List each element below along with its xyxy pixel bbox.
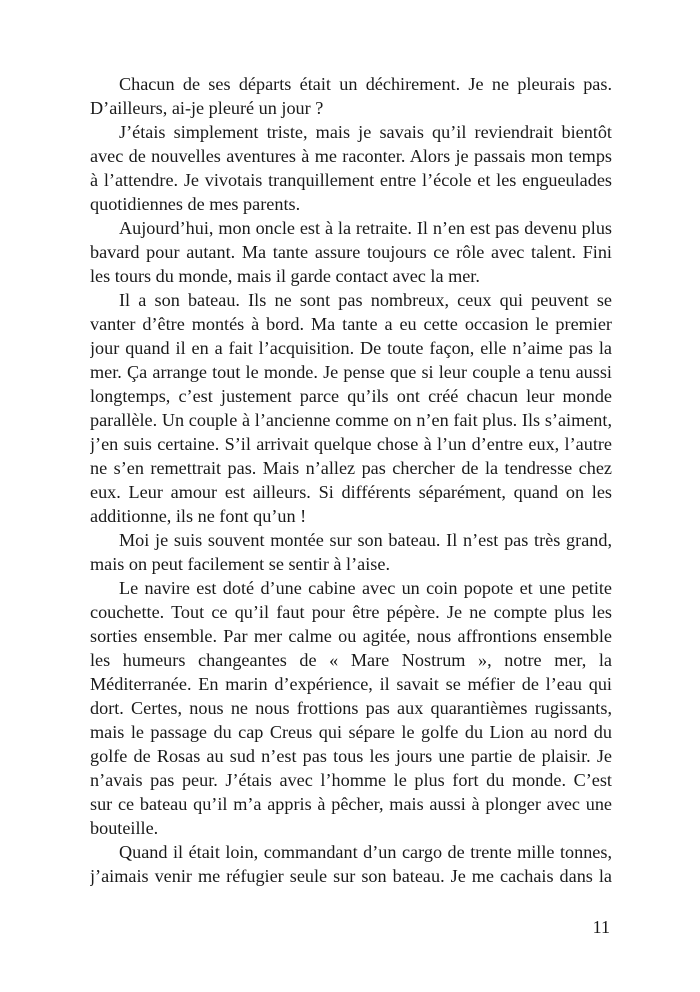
text-line: les humeurs changeantes de « Mare Nostrum », notre mer, la: [90, 650, 612, 670]
text-line: Moi je suis souvent montée sur son bateau. Il n’est pas très grand,: [119, 530, 612, 550]
text-line: eux. Leur amour est ailleurs. Si différents séparément, quand on les: [90, 482, 612, 502]
text-line: longtemps, c’est justement parce qu’ils ont créé chacun leur monde: [90, 386, 612, 406]
text-line: couchette. Tout ce qu’il faut pour être pépère. Je ne compte plus les: [90, 602, 612, 622]
text-line: Chacun de ses départs était un déchirement. Je ne pleurais pas.: [119, 74, 612, 94]
text-line: vanter d’être montés à bord. Ma tante a eu cette occasion le premier: [90, 314, 612, 334]
text-line: golfe de Rosas au sud n’est pas tous les jours une partie de plaisir. Je: [90, 746, 612, 766]
paragraph: [90, 216, 612, 288]
text-line: sorties ensemble. Par mer calme ou agitée, nous affrontions ensemble: [90, 626, 612, 646]
text-line: Aujourd’hui, mon oncle est à la retraite. Il n’en est pas devenu plus: [119, 218, 612, 238]
paragraph: [90, 72, 612, 120]
text-line: Le navire est doté d’une cabine avec un coin popote et une petite: [119, 578, 612, 598]
text-line: j’aimais venir me réfugier seule sur son bateau. Je me cachais dans la: [90, 866, 612, 886]
text-line: D’ailleurs, ai-je pleuré un jour ?: [90, 98, 324, 118]
page-body: [90, 72, 612, 888]
text-line: à l’attendre. Je vivotais tranquillement entre l’école et les engueulades: [90, 170, 612, 190]
paragraph: [90, 576, 612, 840]
paragraph: [90, 288, 612, 528]
text-line: sur ce bateau qu’il m’a appris à pêcher, mais aussi à plonger avec une: [90, 794, 612, 814]
text-line: parallèle. Un couple à l’ancienne comme on n’en fait plus. Ils s’aiment,: [90, 410, 612, 430]
text-line: Il a son bateau. Ils ne sont pas nombreux, ceux qui peuvent se: [119, 290, 612, 310]
text-line: Quand il était loin, commandant d’un cargo de trente mille tonnes,: [119, 842, 612, 862]
paragraph: [90, 840, 612, 888]
text-line: bouteille.: [90, 818, 159, 838]
text-line: ne s’en remettrait pas. Mais n’allez pas chercher de la tendresse chez: [90, 458, 612, 478]
text-line: n’avais pas peur. J’étais avec l’homme le plus fort du monde. C’est: [90, 770, 612, 790]
text-line: avec de nouvelles aventures à me raconter. Alors je passais mon temps: [90, 146, 612, 166]
text-line: bavard pour autant. Ma tante assure toujours ce rôle avec talent. Fini: [90, 242, 612, 262]
text-line: additionne, ils ne font qu’un !: [90, 506, 307, 526]
text-line: Méditerranée. En marin d’expérience, il savait se méfier de l’eau qui: [90, 674, 612, 694]
text-line: mais on peut facilement se sentir à l’aise.: [90, 554, 390, 574]
text-line: mais le passage du cap Creus qui sépare le golfe du Lion au nord du: [90, 722, 612, 742]
text-line: J’étais simplement triste, mais je savais qu’il reviendrait bientôt: [119, 122, 612, 142]
text-line: mer. Ça arrange tout le monde. Je pense que si leur couple a tenu aussi: [90, 362, 612, 382]
text-line: j’en suis certaine. S’il arrivait quelque chose à l’un d’entre eux, l’autre: [90, 434, 612, 454]
text-line: les tours du monde, mais il garde contact avec la mer.: [90, 266, 480, 286]
paragraph: [90, 120, 612, 216]
page-number: 11: [592, 917, 610, 937]
paragraph: [90, 528, 612, 576]
text-line: dort. Certes, nous ne nous frottions pas aux quarantièmes rugissants,: [90, 698, 612, 718]
text-line: jour quand il en a fait l’acquisition. De toute façon, elle n’aime pas la: [90, 338, 612, 358]
text-line: quotidiennes de mes parents.: [90, 194, 301, 214]
